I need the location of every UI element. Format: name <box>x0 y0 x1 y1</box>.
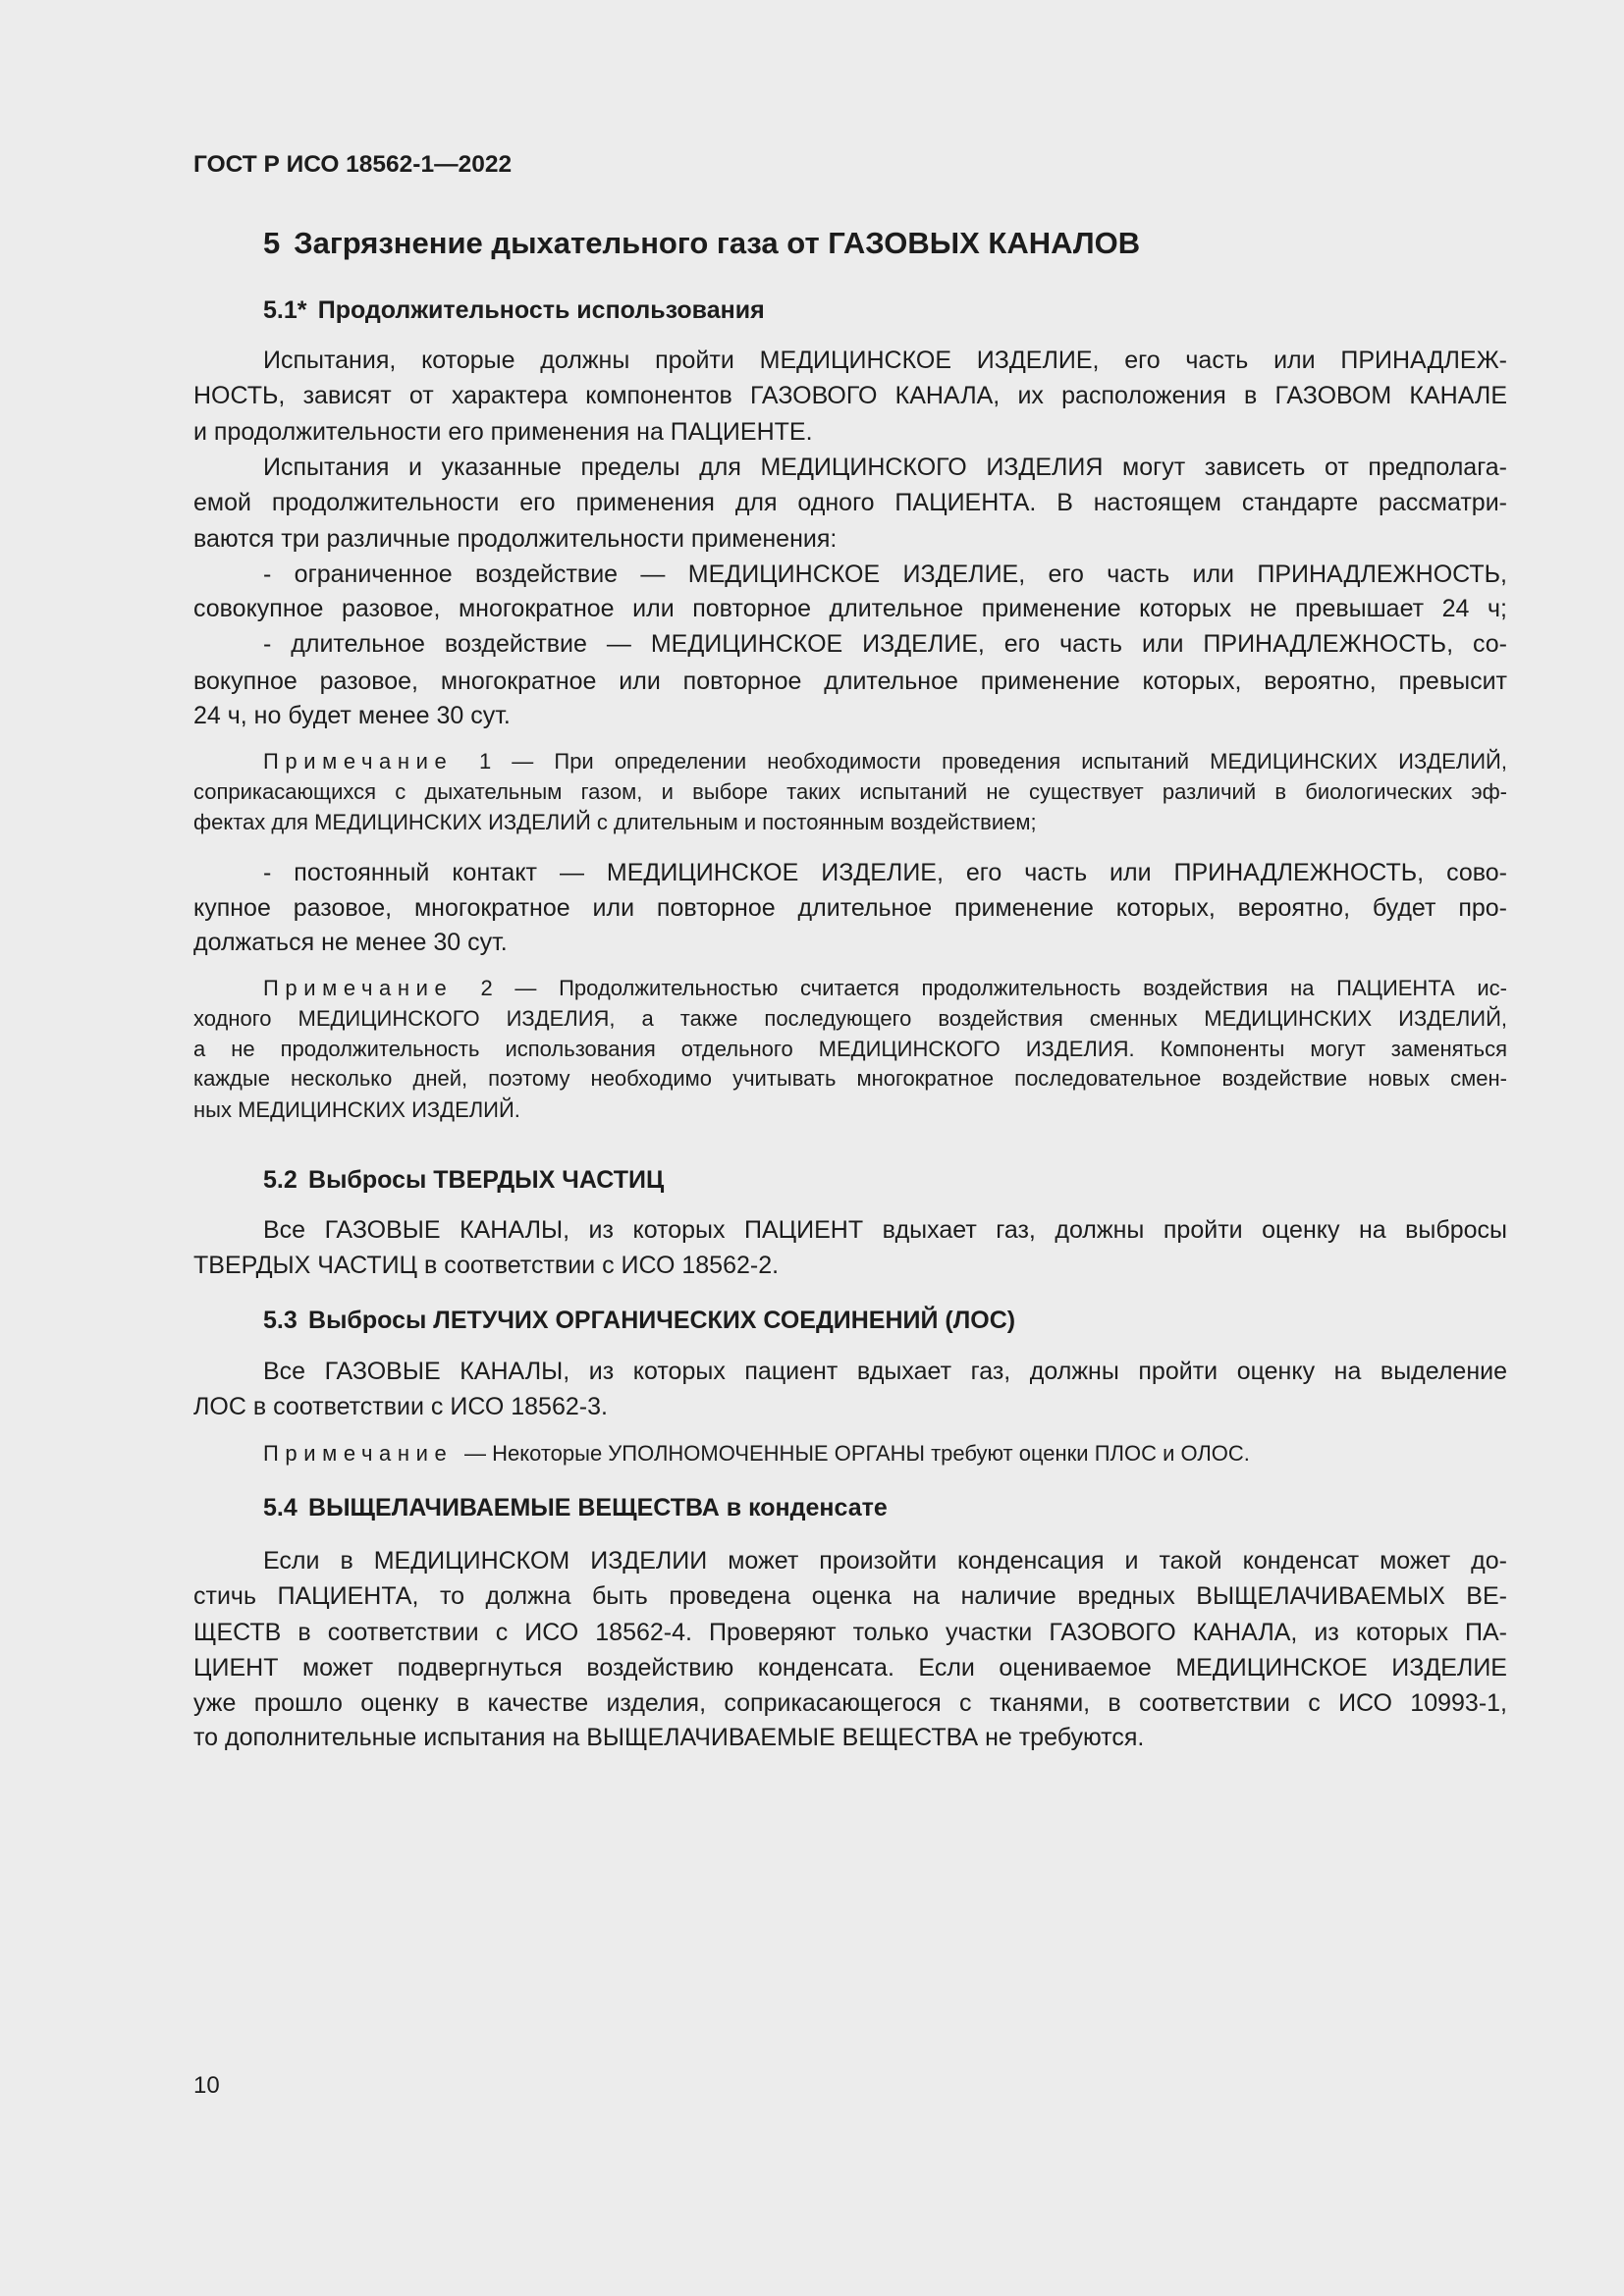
paragraph-line <box>263 450 1507 485</box>
paragraph-text: Все ГАЗОВЫЕ КАНАЛЫ, из которых ПАЦИЕНТ вдыхает газ, должны пройти оценку на выбросы <box>263 1215 1507 1244</box>
note-text: соприкасающихся с дыхательным газом, и выборе таких испытаний не существует различий в биологических эф- <box>193 778 1507 804</box>
paragraph-text: стичь ПАЦИЕНТА, то должна быть проведена оценка на наличие вредных ВЫЩЕЛАЧИВАЕМЫХ ВЕ- <box>193 1581 1507 1610</box>
note-line <box>193 1004 1507 1034</box>
paragraph-line <box>193 1578 1507 1614</box>
note-text: а не продолжительность использования отдельного МЕДИЦИНСКОГО ИЗДЕЛИЯ. Компоненты могут заменяться <box>193 1037 1507 1062</box>
subsection-heading <box>263 1304 1507 1337</box>
paragraph-text: Если в МЕДИЦИНСКОМ ИЗДЕЛИИ может произойти конденсация и такой конденсат может до- <box>263 1546 1507 1575</box>
paragraph-line <box>193 378 1507 413</box>
paragraph-line <box>193 1389 1507 1424</box>
paragraph-text: ваются три различные продолжительности применения: <box>193 524 838 553</box>
note-text: ных МЕДИЦИНСКИХ ИЗДЕЛИЙ. <box>193 1096 520 1122</box>
paragraph-text: вокупное разовое, многократное или повторное длительное применение которых, вероятно, превысит <box>193 667 1507 695</box>
paragraph-text: совокупное разовое, многократное или повторное длительное применение которых не превышает 24 ч; <box>193 595 1507 623</box>
paragraph-line <box>193 698 1507 733</box>
paragraph-text: должаться не менее 30 сут. <box>193 929 508 957</box>
note-line <box>193 1064 1507 1094</box>
paragraph-text: Испытания и указанные пределы для МЕДИЦИНСКОГО ИЗДЕЛИЯ могут зависеть от предполага- <box>263 453 1507 481</box>
paragraph-text: Все ГАЗОВЫЕ КАНАЛЫ, из которых пациент вдыхает газ, должны пройти оценку на выделение <box>263 1358 1507 1386</box>
note-line <box>193 1095 1507 1125</box>
paragraph-text: купное разовое, многократное или повторное длительное применение которых, вероятно, будет про- <box>193 893 1507 922</box>
paragraph-text: емой продолжительности его применения для одного ПАЦИЕНТА. В настоящем стандарте рассматри- <box>193 488 1507 516</box>
page-number: 10 <box>193 2072 220 2099</box>
heading-title: Загрязнение дыхательного газа от ГАЗОВЫХ КАНАЛОВ <box>294 225 1141 260</box>
note-label: Примечание <box>263 975 454 1000</box>
note-text: — Некоторые УПОЛНОМОЧЕННЫЕ ОРГАНЫ требуют оценки ПЛОС и ОЛОС. <box>463 1440 1250 1466</box>
note-text: 1 — При определении необходимости проведения испытаний МЕДИЦИНСКИХ ИЗДЕЛИЙ, <box>478 748 1507 774</box>
paragraph-line <box>193 1650 1507 1685</box>
heading-title: Продолжительность использования <box>317 296 765 325</box>
heading-title: ВЫЩЕЛАЧИВАЕМЫЕ ВЕЩЕСТВА в конденсате <box>308 1494 888 1522</box>
subsection-heading <box>263 1163 1507 1197</box>
heading-number: 5 <box>263 225 281 260</box>
paragraph-line <box>193 521 1507 557</box>
document-designation: ГОСТ Р ИСО 18562-1—2022 <box>193 151 513 178</box>
heading-title: Выбросы ЛЕТУЧИХ ОРГАНИЧЕСКИХ СОЕДИНЕНИЙ (ЛОС) <box>308 1307 1016 1335</box>
paragraph-line <box>263 626 1507 662</box>
paragraph-line <box>263 855 1507 890</box>
note-line <box>263 1439 1507 1468</box>
paragraph-text: ТВЕРДЫХ ЧАСТИЦ в соответствии с ИСО 18562-2. <box>193 1251 780 1279</box>
note-line <box>193 777 1507 807</box>
paragraph-line <box>193 485 1507 520</box>
paragraph-line <box>193 1720 1507 1755</box>
heading-number: 5.4 <box>263 1494 298 1522</box>
paragraph-text: 24 ч, но будет менее 30 сут. <box>193 702 511 730</box>
note-line <box>263 747 1507 776</box>
heading-number: 5.2 <box>263 1166 298 1195</box>
note-line <box>263 974 1507 1003</box>
paragraph-line <box>263 1212 1507 1248</box>
note-text: ходного МЕДИЦИНСКОГО ИЗДЕЛИЯ, а также последующего воздействия сменных МЕДИЦИНСКИХ ИЗДЕЛИЙ, <box>193 1006 1507 1032</box>
paragraph-line <box>193 925 1507 960</box>
paragraph-line <box>193 1248 1507 1283</box>
paragraph-text: - ограниченное воздействие — МЕДИЦИНСКОЕ ИЗДЕЛИЕ, его часть или ПРИНАДЛЕЖНОСТЬ, <box>263 560 1507 588</box>
heading-number: 5.3 <box>263 1307 298 1335</box>
paragraph-line <box>263 1354 1507 1389</box>
paragraph-text: НОСТЬ, зависят от характера компонентов ГАЗОВОГО КАНАЛА, их расположения в ГАЗОВОМ КАНАЛЕ <box>193 381 1507 409</box>
paragraph-line <box>263 557 1507 592</box>
paragraph-text: ЦИЕНТ может подвергнуться воздействию конденсата. Если оцениваемое МЕДИЦИНСКОЕ ИЗДЕЛИЕ <box>193 1653 1507 1682</box>
paragraph-line <box>193 890 1507 926</box>
paragraph-text: - длительное воздействие — МЕДИЦИНСКОЕ ИЗДЕЛИЕ, его часть или ПРИНАДЛЕЖНОСТЬ, со- <box>263 630 1507 659</box>
heading-title: Выбросы ТВЕРДЫХ ЧАСТИЦ <box>308 1166 665 1195</box>
paragraph-line <box>193 1615 1507 1650</box>
note-text: 2 — Продолжительностью считается продолжительность воздействия на ПАЦИЕНТА ис- <box>480 975 1507 1000</box>
paragraph-line <box>193 414 1507 450</box>
paragraph-text: - постоянный контакт — МЕДИЦИНСКОЕ ИЗДЕЛИЕ, его часть или ПРИНАДЛЕЖНОСТЬ, сово- <box>263 858 1507 886</box>
note-label: Примечание <box>263 748 454 774</box>
paragraph-line <box>193 1685 1507 1721</box>
paragraph-text: уже прошло оценку в качестве изделия, соприкасающегося с тканями, в соответствии с ИСО 10993-1, <box>193 1688 1507 1717</box>
heading-number: 5.1* <box>263 296 307 325</box>
paragraph-line <box>193 591 1507 626</box>
paragraph-text: то дополнительные испытания на ВЫЩЕЛАЧИВАЕМЫЕ ВЕЩЕСТВА не требуются. <box>193 1724 1145 1752</box>
paragraph-text: Испытания, которые должны пройти МЕДИЦИНСКОЕ ИЗДЕЛИЕ, его часть или ПРИНАДЛЕЖ- <box>263 346 1507 374</box>
note-line <box>193 1035 1507 1064</box>
note-text: фектах для МЕДИЦИНСКИХ ИЗДЕЛИЙ с длительным и постоянным воздействием; <box>193 810 1037 835</box>
paragraph-text: ЩЕСТВ в соответствии с ИСО 18562-4. Проверяют только участки ГАЗОВОГО КАНАЛА, из которых ПА- <box>193 1618 1507 1646</box>
paragraph-line <box>263 1543 1507 1578</box>
paragraph-line <box>263 343 1507 378</box>
subsection-heading <box>263 1491 1507 1524</box>
note-line <box>193 808 1507 837</box>
note-label: Примечание <box>263 1440 454 1466</box>
note-text: каждые несколько дней, поэтому необходимо учитывать многократное последовательное воздействие новых смен- <box>193 1066 1507 1092</box>
subsection-heading <box>263 294 1507 327</box>
section-heading <box>263 224 1507 263</box>
paragraph-line <box>193 664 1507 699</box>
paragraph-text: и продолжительности его применения на ПАЦИЕНТЕ. <box>193 417 813 446</box>
paragraph-text: ЛОС в соответствии с ИСО 18562-3. <box>193 1393 608 1421</box>
